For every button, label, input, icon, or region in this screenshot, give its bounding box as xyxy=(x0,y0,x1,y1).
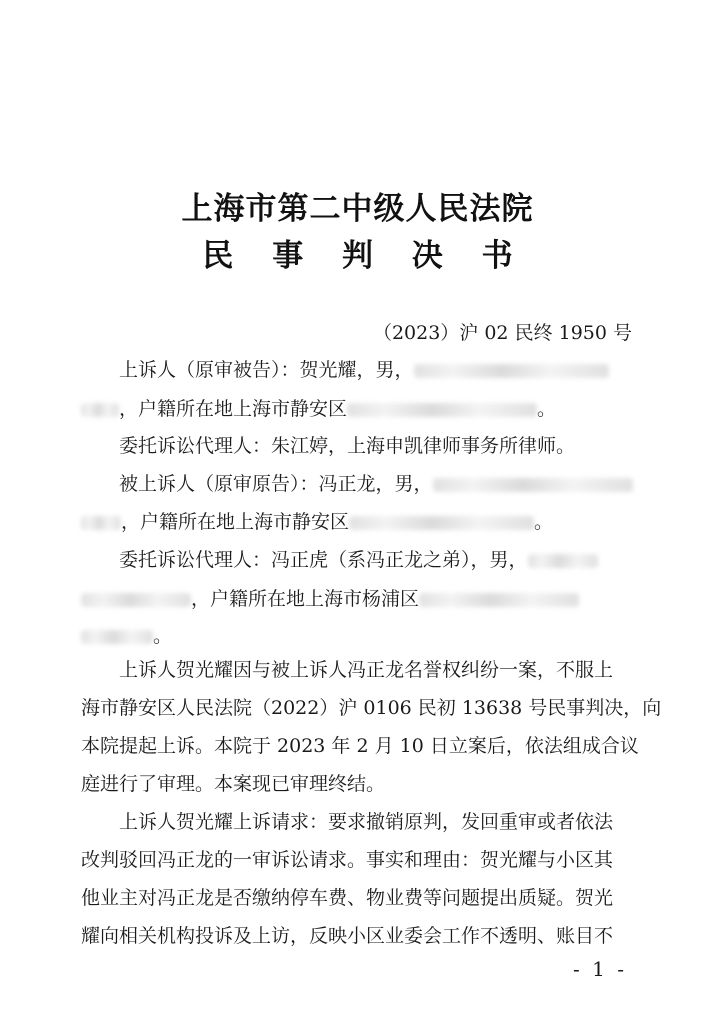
appellant-text: 上诉人（原审被告）：贺光耀，男， xyxy=(119,359,414,381)
para2-line1: 上诉人贺光耀上诉请求：要求撤销原判，发回重审或者依法 xyxy=(119,811,614,833)
redacted-text xyxy=(414,364,609,378)
agent-line-1: 委托诉讼代理人：朱江婷，上海申凯律师事务所律师。 xyxy=(119,435,576,457)
agent-line-2: 委托诉讼代理人：冯正虎（系冯正龙之弟），男， xyxy=(119,545,639,575)
para1-line3: 本院提起上诉。本院于 2023 年 2 月 10 日立案后，依法组成合议 xyxy=(81,735,639,757)
case-number: （2023）沪 02 民终 1950 号 xyxy=(372,322,632,344)
redacted-text xyxy=(347,403,537,417)
court-name: 上海市第二中级人民法院 xyxy=(181,191,534,227)
appellant-line-2: ，户籍所在地上海市静安区 。 xyxy=(81,394,636,424)
document-type-title: 民 事 判 决 书 xyxy=(202,238,527,274)
redacted-text xyxy=(419,593,579,607)
para1-line1: 上诉人贺光耀因与被上诉人冯正龙名誉权纠纷一案，不服上 xyxy=(119,659,614,681)
redacted-text xyxy=(433,478,633,492)
appellant-line-1 xyxy=(119,355,639,385)
redacted-text xyxy=(81,593,191,607)
para1-line4: 庭进行了审理。本案现已审理终结。 xyxy=(81,773,386,795)
redacted-text xyxy=(349,516,534,530)
para2-line4: 耀向相关机构投诉及上访，反映小区业委会工作不透明、账目不 xyxy=(81,925,614,947)
redacted-text xyxy=(81,403,119,417)
agent-line-2b: ，户籍所在地上海市杨浦区 xyxy=(81,584,636,614)
redacted-text xyxy=(528,554,598,568)
appellee-line-1: 被上诉人（原审原告）：冯正龙，男， xyxy=(119,469,639,499)
redacted-text xyxy=(81,516,121,530)
para2-line3: 他业主对冯正龙是否缴纳停车费、物业费等问题提出质疑。贺光 xyxy=(81,887,614,909)
para2-line2: 改判驳回冯正龙的一审诉讼请求。事实和理由：贺光耀与小区其 xyxy=(81,849,614,871)
page-number: - 1 - xyxy=(573,957,627,981)
agent-line-2c: 。 xyxy=(81,621,636,651)
redacted-text xyxy=(81,630,153,644)
para1-line2: 海市静安区人民法院（2022）沪 0106 民初 13638 号民事判决，向 xyxy=(81,697,662,719)
appellee-line-2: ，户籍所在地上海市静安区 。 xyxy=(81,507,636,537)
